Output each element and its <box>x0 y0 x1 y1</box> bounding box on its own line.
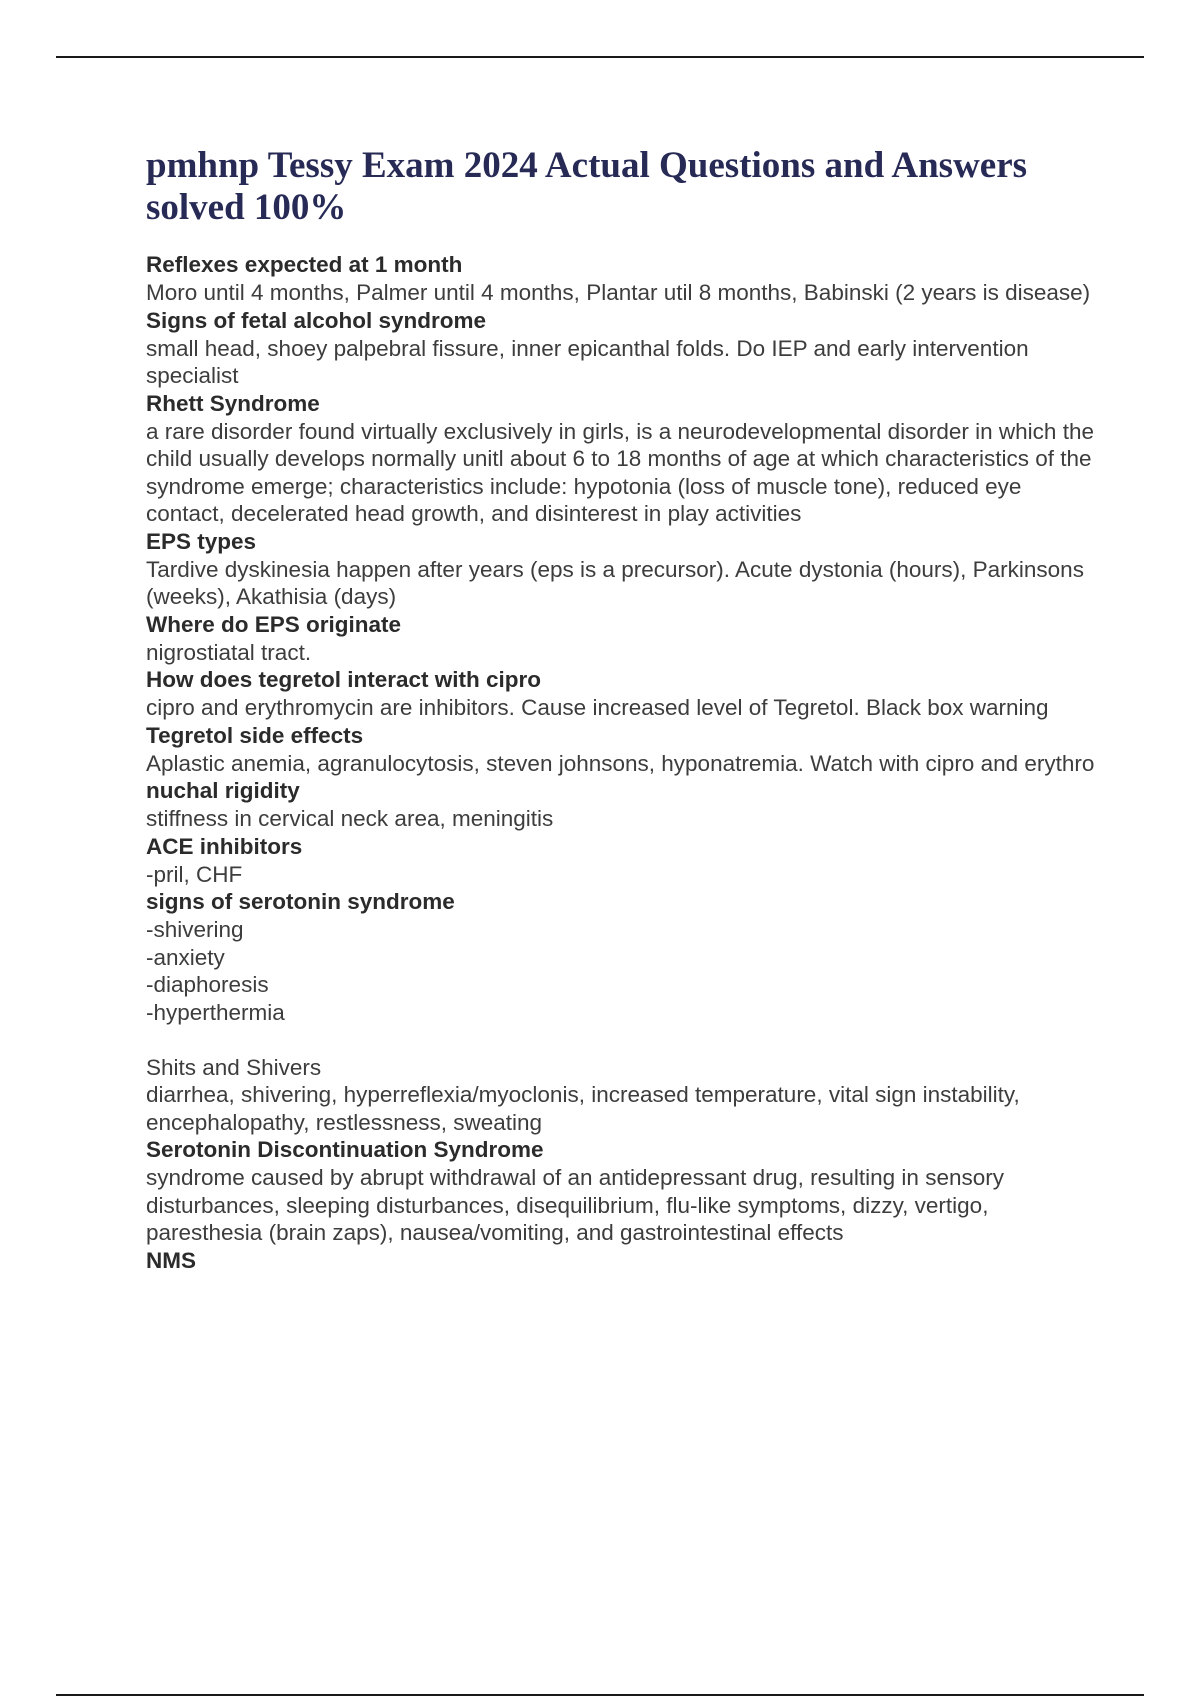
question: signs of serotonin syndrome <box>146 889 455 914</box>
answer: stiffness in cervical neck area, meningitis <box>146 806 554 831</box>
answer-line: diarrhea, shivering, hyperreflexia/myoclonis, increased temperature, vital sign instability, encephalopathy, restlessness, sweating <box>146 1082 1020 1135</box>
qa-entry <box>146 611 1096 667</box>
qa-entry <box>146 1136 1096 1247</box>
qa-entry <box>146 833 1096 889</box>
answer-line: -diaphoresis <box>146 972 269 997</box>
question: Where do EPS originate <box>146 611 402 637</box>
answer: a rare disorder found virtually exclusively in girls, is a neurodevelopmental disorder in which the child usually develops normally unitl about 6 to 18 months of age at which characteristics of the syndrome emerge; characteristics include: hypotonia (loss of muscle tone), reduced eye contact, decelerated head growth, and disinterest in play activities <box>146 418 1094 526</box>
question: How does tegretol interact with cipro <box>146 667 542 692</box>
answer: nigrostiatal tract. <box>146 639 312 665</box>
answer: Aplastic anemia, agranulocytosis, steven johnsons, hyponatremia. Watch with cipro and erythro <box>146 750 1095 776</box>
answer: small head, shoey palpebral fissure, inner epicanthal folds. Do IEP and early intervention specialist <box>146 335 1029 388</box>
qa-entry <box>146 251 1096 307</box>
document-title: pmhnp Tessy Exam 2024 Actual Questions and Answers solved 100% <box>146 145 1028 228</box>
answer-lines <box>146 916 1096 1136</box>
question: Signs of fetal alcohol syndrome <box>146 307 487 333</box>
qa-entry <box>146 528 1096 611</box>
answer: cipro and erythromycin are inhibitors. Cause increased level of Tegretol. Black box warning <box>146 695 1049 720</box>
question: ACE inhibitors <box>146 833 303 859</box>
answer-line: -shivering <box>146 917 244 942</box>
top-rule <box>56 56 1144 58</box>
answer: Tardive dyskinesia happen after years (eps is a precursor). Acute dystonia (hours), Parkinsons (weeks), Akathisia (days) <box>146 556 1084 609</box>
qa-entry <box>146 888 1096 1136</box>
qa-entry <box>146 307 1096 390</box>
question: Tegretol side effects <box>146 722 364 748</box>
answer: -pril, CHF <box>146 861 243 887</box>
answer-line: -hyperthermia <box>146 999 285 1025</box>
answer-line: Shits and Shivers <box>146 1054 322 1080</box>
qa-entry <box>146 390 1096 528</box>
question: Rhett Syndrome <box>146 390 320 416</box>
qa-entry <box>146 666 1096 722</box>
qa-entry <box>146 777 1096 833</box>
answer-line: -anxiety <box>146 944 225 970</box>
question: NMS <box>146 1247 196 1273</box>
qa-entry <box>146 1247 1096 1275</box>
answer: syndrome caused by abrupt withdrawal of an antidepressant drug, resulting in sensory disturbances, sleeping disturbances, disequilibrium, flu-like symptoms, dizzy, vertigo, paresthesia (brain zaps), nausea/vomiting, and gastrointestinal effects <box>146 1165 1004 1245</box>
qa-entry <box>146 722 1096 778</box>
bottom-rule <box>56 1694 1144 1696</box>
question: Serotonin Discontinuation Syndrome <box>146 1137 544 1162</box>
document-body <box>146 145 1096 1275</box>
question: nuchal rigidity <box>146 778 300 803</box>
answer: Moro until 4 months, Palmer until 4 months, Plantar util 8 months, Babinski (2 years is disease) <box>146 280 1091 305</box>
question: EPS types <box>146 528 257 554</box>
question: Reflexes expected at 1 month <box>146 252 463 277</box>
blank-line <box>146 1026 1096 1054</box>
